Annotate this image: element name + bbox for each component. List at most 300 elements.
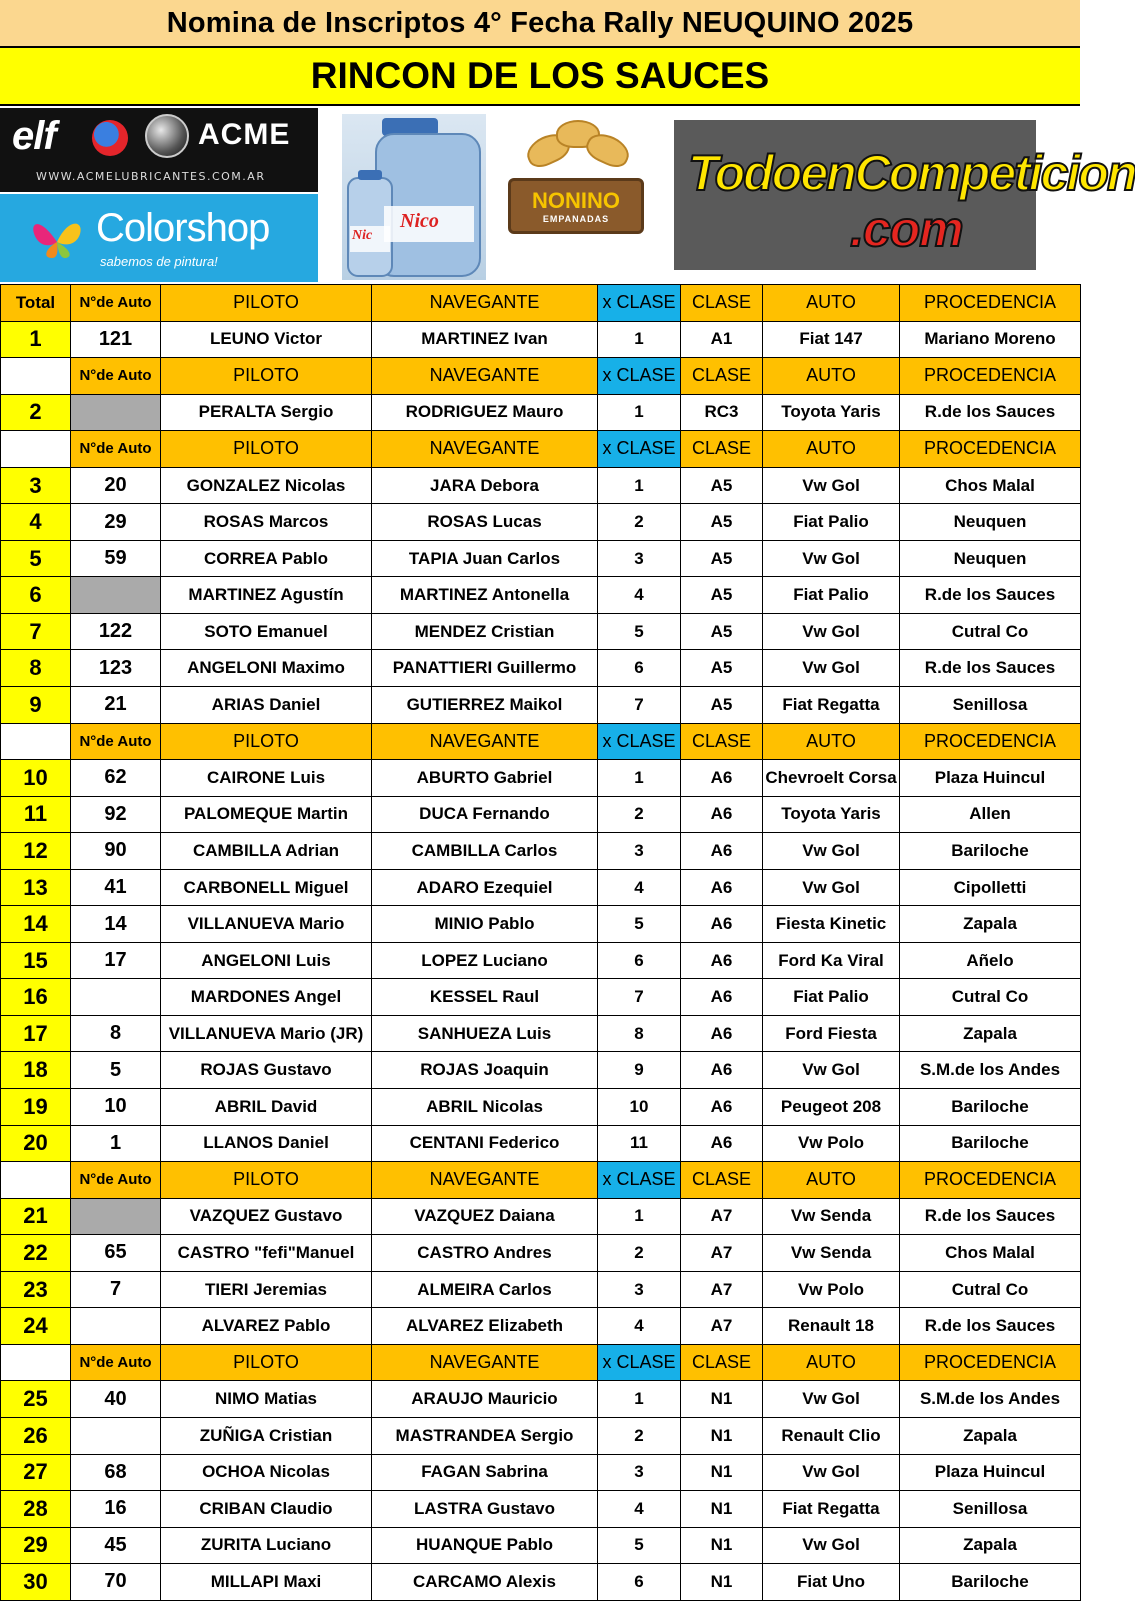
entry-clase: N1 (681, 1454, 763, 1491)
table-row (1, 650, 1081, 687)
entry-piloto: ZUÑIGA Cristian (161, 1417, 372, 1454)
entry-auto: Vw Gol (763, 1381, 900, 1418)
entry-procedencia: S.M.de los Andes (900, 1052, 1081, 1089)
entry-procedencia: Neuquen (900, 540, 1081, 577)
header-navegante: NAVEGANTE (372, 1344, 598, 1381)
entry-numero: 40 (71, 1381, 161, 1418)
entry-xclase: 6 (598, 942, 681, 979)
entry-auto: Fiesta Kinetic (763, 906, 900, 943)
entry-xclase: 3 (598, 540, 681, 577)
entry-piloto: LEUNO Victor (161, 321, 372, 358)
entry-auto: Fiat Palio (763, 577, 900, 614)
entry-xclase: 1 (598, 394, 681, 431)
entry-procedencia: Cutral Co (900, 613, 1081, 650)
table-row (1, 540, 1081, 577)
entry-clase: A6 (681, 1052, 763, 1089)
header-piloto: PILOTO (161, 358, 372, 395)
table-row (1, 1564, 1081, 1601)
header-navegante: NAVEGANTE (372, 431, 598, 468)
entry-procedencia: Bariloche (900, 1089, 1081, 1126)
entry-navegante: SANHUEZA Luis (372, 1015, 598, 1052)
header-auto: AUTO (763, 1344, 900, 1381)
entry-total: 30 (1, 1564, 71, 1601)
header-procedencia: PROCEDENCIA (900, 285, 1081, 322)
entry-total: 20 (1, 1125, 71, 1162)
entry-numero: 92 (71, 796, 161, 833)
entry-total: 7 (1, 613, 71, 650)
entry-navegante: RODRIGUEZ Mauro (372, 394, 598, 431)
butterfly-icon (28, 212, 86, 260)
nonino-sign (508, 178, 644, 234)
header-xclase: x CLASE (598, 723, 681, 760)
entry-numero: 10 (71, 1089, 161, 1126)
entry-clase: A6 (681, 979, 763, 1016)
water-bottle-logo (342, 114, 486, 280)
entry-clase: A5 (681, 613, 763, 650)
header-total-blank (1, 723, 71, 760)
header-procedencia: PROCEDENCIA (900, 1344, 1081, 1381)
table-row (1, 1381, 1081, 1418)
entry-piloto: SOTO Emanuel (161, 613, 372, 650)
entry-clase: A6 (681, 1125, 763, 1162)
entry-procedencia: Bariloche (900, 1125, 1081, 1162)
header-total: Total (1, 285, 71, 322)
header-auto: AUTO (763, 285, 900, 322)
entry-navegante: ABRIL Nicolas (372, 1089, 598, 1126)
entry-procedencia: Cutral Co (900, 979, 1081, 1016)
header-total-blank (1, 431, 71, 468)
entry-piloto: CAMBILLA Adrian (161, 833, 372, 870)
entry-numero: 59 (71, 540, 161, 577)
entry-procedencia: Plaza Huincul (900, 760, 1081, 797)
header-clase: CLASE (681, 1162, 763, 1199)
table-row (1, 833, 1081, 870)
entry-total: 6 (1, 577, 71, 614)
entry-clase: RC3 (681, 394, 763, 431)
entry-total: 26 (1, 1417, 71, 1454)
entry-piloto: MILLAPI Maxi (161, 1564, 372, 1601)
entry-procedencia: Zapala (900, 1015, 1081, 1052)
entry-xclase: 7 (598, 979, 681, 1016)
entry-numero: 16 (71, 1491, 161, 1528)
entry-auto: Vw Senda (763, 1235, 900, 1272)
venue-title: RINCON DE LOS SAUCES (0, 48, 1080, 106)
entry-auto: Ford Ka Viral (763, 942, 900, 979)
header-clase: CLASE (681, 431, 763, 468)
table-header-row (1, 285, 1081, 322)
entry-clase: A5 (681, 650, 763, 687)
entry-total: 2 (1, 394, 71, 431)
elf-ball-icon (92, 120, 128, 156)
entry-total: 22 (1, 1235, 71, 1272)
entry-piloto: GONZALEZ Nicolas (161, 467, 372, 504)
entry-numero: 123 (71, 650, 161, 687)
entry-auto: Peugeot 208 (763, 1089, 900, 1126)
entry-navegante: FAGAN Sabrina (372, 1454, 598, 1491)
entry-piloto: CASTRO "fefi"Manuel (161, 1235, 372, 1272)
entry-clase: A6 (681, 1089, 763, 1126)
table-row (1, 577, 1081, 614)
entry-numero (71, 979, 161, 1016)
entry-xclase: 7 (598, 687, 681, 724)
header-piloto: PILOTO (161, 1162, 372, 1199)
entry-piloto: VAZQUEZ Gustavo (161, 1198, 372, 1235)
entry-clase: A7 (681, 1308, 763, 1345)
header-navegante: NAVEGANTE (372, 285, 598, 322)
table-row (1, 906, 1081, 943)
entry-clase: A1 (681, 321, 763, 358)
entry-piloto: CARBONELL Miguel (161, 869, 372, 906)
entry-auto: Vw Gol (763, 650, 900, 687)
entry-numero: 8 (71, 1015, 161, 1052)
table-row (1, 394, 1081, 431)
entry-procedencia: S.M.de los Andes (900, 1381, 1081, 1418)
entry-procedencia: Zapala (900, 1527, 1081, 1564)
entry-procedencia: Plaza Huincul (900, 1454, 1081, 1491)
entry-navegante: CENTANI Federico (372, 1125, 598, 1162)
header-numero: N°de Auto (71, 723, 161, 760)
header-auto: AUTO (763, 358, 900, 395)
entry-procedencia: R.de los Sauces (900, 650, 1081, 687)
entry-piloto: ANGELONI Maximo (161, 650, 372, 687)
entry-numero (71, 1308, 161, 1345)
colorshop-logo (0, 194, 318, 282)
entry-clase: A6 (681, 760, 763, 797)
entry-numero (71, 577, 161, 614)
entry-xclase: 3 (598, 1271, 681, 1308)
entry-clase: A7 (681, 1198, 763, 1235)
table-row (1, 1454, 1081, 1491)
header-piloto: PILOTO (161, 431, 372, 468)
header-clase: CLASE (681, 1344, 763, 1381)
entry-navegante: LASTRA Gustavo (372, 1491, 598, 1528)
entry-xclase: 6 (598, 1564, 681, 1601)
table-row (1, 321, 1081, 358)
entry-numero: 121 (71, 321, 161, 358)
entry-auto: Vw Gol (763, 613, 900, 650)
entry-clase: A6 (681, 906, 763, 943)
entry-numero: 14 (71, 906, 161, 943)
sponsor-banner (0, 106, 1135, 282)
entry-xclase: 1 (598, 321, 681, 358)
entry-auto: Fiat Regatta (763, 687, 900, 724)
entry-total: 5 (1, 540, 71, 577)
entry-total: 14 (1, 906, 71, 943)
entry-auto: Fiat Palio (763, 979, 900, 1016)
entry-procedencia: Añelo (900, 942, 1081, 979)
entry-total: 29 (1, 1527, 71, 1564)
entry-total: 21 (1, 1198, 71, 1235)
entry-procedencia: R.de los Sauces (900, 577, 1081, 614)
entry-piloto: VILLANUEVA Mario (161, 906, 372, 943)
header-numero: N°de Auto (71, 285, 161, 322)
entry-total: 1 (1, 321, 71, 358)
entry-total: 8 (1, 650, 71, 687)
table-row (1, 1015, 1081, 1052)
header-navegante: NAVEGANTE (372, 723, 598, 760)
entry-xclase: 4 (598, 869, 681, 906)
entry-procedencia: R.de los Sauces (900, 1308, 1081, 1345)
entry-navegante: ALVAREZ Elizabeth (372, 1308, 598, 1345)
entry-piloto: ALVAREZ Pablo (161, 1308, 372, 1345)
entry-navegante: MASTRANDEA Sergio (372, 1417, 598, 1454)
table-row (1, 1527, 1081, 1564)
entry-total: 16 (1, 979, 71, 1016)
entry-numero: 41 (71, 869, 161, 906)
entry-procedencia: Allen (900, 796, 1081, 833)
header-xclase: x CLASE (598, 431, 681, 468)
entry-procedencia: Cutral Co (900, 1271, 1081, 1308)
entry-clase: A6 (681, 1015, 763, 1052)
entry-xclase: 2 (598, 504, 681, 541)
entry-total: 23 (1, 1271, 71, 1308)
entry-clase: A7 (681, 1271, 763, 1308)
entry-xclase: 1 (598, 467, 681, 504)
entry-clase: N1 (681, 1564, 763, 1601)
entry-piloto: ZURITA Luciano (161, 1527, 372, 1564)
entry-xclase: 4 (598, 1308, 681, 1345)
entry-piloto: PERALTA Sergio (161, 394, 372, 431)
entry-xclase: 1 (598, 1381, 681, 1418)
entry-auto: Vw Gol (763, 540, 900, 577)
entry-procedencia: Senillosa (900, 1491, 1081, 1528)
table-header-row (1, 1162, 1081, 1199)
entry-navegante: DUCA Fernando (372, 796, 598, 833)
header-auto: AUTO (763, 431, 900, 468)
acme-url: WWW.ACMELUBRICANTES.COM.AR (36, 170, 266, 183)
header-xclase: x CLASE (598, 358, 681, 395)
entry-navegante: MINIO Pablo (372, 906, 598, 943)
entry-xclase: 5 (598, 906, 681, 943)
entry-auto: Ford Fiesta (763, 1015, 900, 1052)
colorshop-logo-text: Colorshop (96, 206, 270, 250)
entry-piloto: NIMO Matias (161, 1381, 372, 1418)
header-procedencia: PROCEDENCIA (900, 723, 1081, 760)
entry-piloto: PALOMEQUE Martin (161, 796, 372, 833)
entry-clase: A6 (681, 869, 763, 906)
entry-navegante: ABURTO Gabriel (372, 760, 598, 797)
header-procedencia: PROCEDENCIA (900, 431, 1081, 468)
entry-procedencia: Chos Malal (900, 467, 1081, 504)
entry-numero: 45 (71, 1527, 161, 1564)
entry-navegante: MARTINEZ Ivan (372, 321, 598, 358)
entry-xclase: 10 (598, 1089, 681, 1126)
acme-emblem-icon (145, 114, 189, 158)
entry-navegante: PANATTIERI Guillermo (372, 650, 598, 687)
entry-clase: N1 (681, 1491, 763, 1528)
entry-auto: Vw Gol (763, 869, 900, 906)
entry-clase: A6 (681, 833, 763, 870)
entry-total: 18 (1, 1052, 71, 1089)
entry-auto: Vw Gol (763, 833, 900, 870)
entry-procedencia: Cipolletti (900, 869, 1081, 906)
entry-xclase: 2 (598, 1417, 681, 1454)
header-navegante: NAVEGANTE (372, 358, 598, 395)
entry-auto: Fiat Regatta (763, 1491, 900, 1528)
entry-auto: Chevroelt Corsa (763, 760, 900, 797)
entry-xclase: 5 (598, 1527, 681, 1564)
table-row (1, 613, 1081, 650)
table-row (1, 504, 1081, 541)
entry-procedencia: Senillosa (900, 687, 1081, 724)
entry-total: 19 (1, 1089, 71, 1126)
entry-auto: Fiat 147 (763, 321, 900, 358)
entry-numero: 65 (71, 1235, 161, 1272)
entry-total: 24 (1, 1308, 71, 1345)
entry-auto: Toyota Yaris (763, 394, 900, 431)
entry-total: 25 (1, 1381, 71, 1418)
entry-numero: 68 (71, 1454, 161, 1491)
entry-auto: Vw Polo (763, 1271, 900, 1308)
entry-total: 3 (1, 467, 71, 504)
header-clase: CLASE (681, 358, 763, 395)
nonino-subtitle: EMPANADAS (542, 214, 610, 224)
entry-procedencia: Chos Malal (900, 1235, 1081, 1272)
table-header-row (1, 723, 1081, 760)
header-piloto: PILOTO (161, 285, 372, 322)
entry-procedencia: Zapala (900, 906, 1081, 943)
entry-navegante: JARA Debora (372, 467, 598, 504)
entry-procedencia: R.de los Sauces (900, 1198, 1081, 1235)
entry-piloto: ARIAS Daniel (161, 687, 372, 724)
entry-numero: 17 (71, 942, 161, 979)
entry-navegante: KESSEL Raul (372, 979, 598, 1016)
table-header-row (1, 358, 1081, 395)
entry-clase: N1 (681, 1381, 763, 1418)
entry-navegante: MARTINEZ Antonella (372, 577, 598, 614)
entry-clase: A6 (681, 942, 763, 979)
header-numero: N°de Auto (71, 431, 161, 468)
entry-numero (71, 1198, 161, 1235)
todoencompeticion-logo (674, 120, 1135, 270)
entry-numero: 70 (71, 1564, 161, 1601)
header-xclase: x CLASE (598, 285, 681, 322)
entry-auto: Toyota Yaris (763, 796, 900, 833)
header-xclase: x CLASE (598, 1162, 681, 1199)
entry-total: 13 (1, 869, 71, 906)
entry-numero (71, 394, 161, 431)
entry-clase: A7 (681, 1235, 763, 1272)
entry-xclase: 4 (598, 1491, 681, 1528)
entry-navegante: ALMEIRA Carlos (372, 1271, 598, 1308)
water-brand-label-small: Nic (352, 228, 373, 243)
entry-piloto: ABRIL David (161, 1089, 372, 1126)
entry-xclase: 1 (598, 1198, 681, 1235)
entry-navegante: ROSAS Lucas (372, 504, 598, 541)
header-piloto: PILOTO (161, 723, 372, 760)
table-row (1, 467, 1081, 504)
entry-piloto: CORREA Pablo (161, 540, 372, 577)
entry-xclase: 11 (598, 1125, 681, 1162)
entry-piloto: MARDONES Angel (161, 979, 372, 1016)
entry-piloto: MARTINEZ Agustín (161, 577, 372, 614)
table-row (1, 1089, 1081, 1126)
entry-auto: Renault Clio (763, 1417, 900, 1454)
entry-numero: 21 (71, 687, 161, 724)
entry-auto: Vw Gol (763, 1052, 900, 1089)
header-piloto: PILOTO (161, 1344, 372, 1381)
entry-navegante: CARCAMO Alexis (372, 1564, 598, 1601)
todoen-logo-text: TodoenCompeticion (688, 145, 1135, 201)
nonino-logo (506, 114, 646, 262)
entry-piloto: CAIRONE Luis (161, 760, 372, 797)
table-row (1, 1125, 1081, 1162)
entry-xclase: 9 (598, 1052, 681, 1089)
entry-navegante: HUANQUE Pablo (372, 1527, 598, 1564)
entry-xclase: 8 (598, 1015, 681, 1052)
entry-navegante: MENDEZ Cristian (372, 613, 598, 650)
entry-numero: 29 (71, 504, 161, 541)
entry-piloto: CRIBAN Claudio (161, 1491, 372, 1528)
entry-total: 15 (1, 942, 71, 979)
entry-navegante: CAMBILLA Carlos (372, 833, 598, 870)
entry-piloto: ANGELONI Luis (161, 942, 372, 979)
entry-navegante: LOPEZ Luciano (372, 942, 598, 979)
entry-auto: Vw Polo (763, 1125, 900, 1162)
entry-xclase: 3 (598, 833, 681, 870)
entry-piloto: VILLANUEVA Mario (JR) (161, 1015, 372, 1052)
table-row (1, 1491, 1081, 1528)
entry-navegante: TAPIA Juan Carlos (372, 540, 598, 577)
entry-clase: A6 (681, 796, 763, 833)
entry-total: 4 (1, 504, 71, 541)
header-numero: N°de Auto (71, 1162, 161, 1199)
table-row (1, 760, 1081, 797)
entry-clase: A5 (681, 687, 763, 724)
header-clase: CLASE (681, 723, 763, 760)
acme-logo-text: ACME (198, 118, 291, 151)
table-row (1, 1235, 1081, 1272)
header-numero: N°de Auto (71, 1344, 161, 1381)
entry-navegante: ARAUJO Mauricio (372, 1381, 598, 1418)
entry-numero (71, 1417, 161, 1454)
table-row (1, 1198, 1081, 1235)
header-total-blank (1, 1344, 71, 1381)
entry-auto: Vw Gol (763, 467, 900, 504)
elf-acme-logo (0, 108, 318, 192)
todoen-logo-domain: .com (850, 201, 963, 257)
entry-xclase: 5 (598, 613, 681, 650)
table-row (1, 942, 1081, 979)
entry-piloto: TIERI Jeremias (161, 1271, 372, 1308)
colorshop-tagline: sabemos de pintura! (100, 254, 218, 269)
entry-numero: 1 (71, 1125, 161, 1162)
entry-numero: 122 (71, 613, 161, 650)
entry-clase: A5 (681, 540, 763, 577)
entry-xclase: 1 (598, 760, 681, 797)
entry-numero: 62 (71, 760, 161, 797)
header-auto: AUTO (763, 723, 900, 760)
entry-procedencia: Neuquen (900, 504, 1081, 541)
entry-xclase: 2 (598, 796, 681, 833)
header-procedencia: PROCEDENCIA (900, 1162, 1081, 1199)
header-total-blank (1, 1162, 71, 1199)
entry-clase: A5 (681, 504, 763, 541)
entry-total: 11 (1, 796, 71, 833)
entry-numero: 90 (71, 833, 161, 870)
table-header-row (1, 431, 1081, 468)
header-navegante: NAVEGANTE (372, 1162, 598, 1199)
entry-procedencia: Mariano Moreno (900, 321, 1081, 358)
entry-procedencia: Bariloche (900, 833, 1081, 870)
water-brand-label: Nico (400, 210, 439, 232)
entry-clase: N1 (681, 1417, 763, 1454)
entry-auto: Renault 18 (763, 1308, 900, 1345)
entry-list-table (0, 284, 1081, 1601)
entry-clase: A5 (681, 577, 763, 614)
entry-numero: 7 (71, 1271, 161, 1308)
header-clase: CLASE (681, 285, 763, 322)
